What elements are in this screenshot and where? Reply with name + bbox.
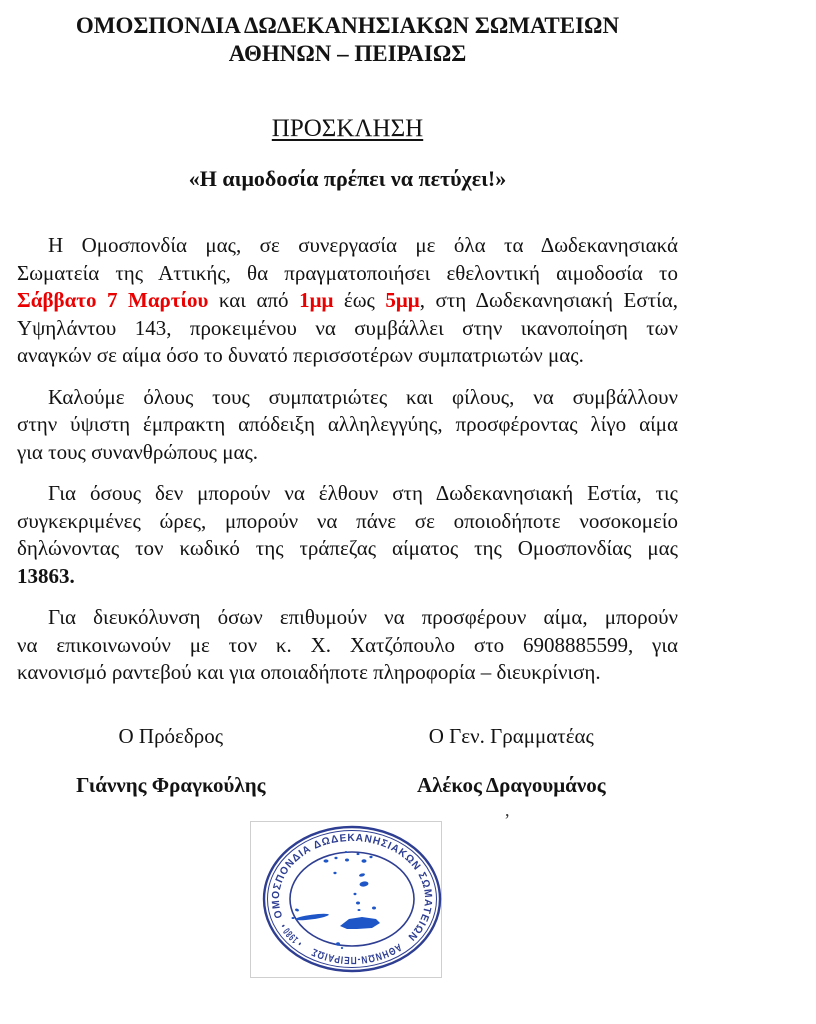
event-date: Σάββατο 7 Μαρτίου [17, 288, 209, 312]
paragraph-line: Υψηλάντου 143, προκειμένου να συμβάλλει στην ικανοποίηση των [17, 315, 678, 340]
paragraph-line: Η Ομοσπονδία μας, σε συνεργασία με όλα τα Δωδεκανησιακά [48, 233, 678, 257]
secretary-role-label: Ο Γεν. Γραμματέας [428, 723, 594, 748]
seal-arc-bottom-text: ΑΘΗΝΩΝ-ΠΕΙΡΑΙΩΣ [307, 940, 404, 967]
blood-bank-code: 13863. [17, 563, 75, 588]
paragraph-line: Σωματεία της Αττικής, θα πραγματοποιήσει εθελοντική αιμοδοσία το [17, 260, 678, 285]
seal-arc-top-text: ΟΜΟΣΠΟΝΔΙΑ ΔΩΔΕΚΑΝΗΣΙΑΚΩΝ ΣΩΜΑΤΕΙΩΝ [269, 831, 435, 944]
paragraph-line: αναγκών σε αίμα όσο το δυνατό περισσοτέρων συμπατριωτών μας. [17, 343, 584, 367]
paragraph-1 [17, 232, 678, 370]
paragraph-line: Για όσους δεν μπορούν να έλθουν στη Δωδεκανησιακή Εστία, τις [48, 481, 678, 505]
letter-body [17, 232, 678, 687]
president-name: Γιάννης Φραγκούλης [76, 772, 266, 797]
paragraph-text: και από [208, 288, 300, 312]
federation-seal [250, 821, 442, 978]
paragraph-line: Καλούμε όλους τους συμπατριώτες και φίλους, να συμβάλλουν [48, 384, 678, 409]
paragraph-line: συγκεκριμένες ώρες, μπορούν να πάνε σε οποιοδήποτε νοσοκομείο [17, 508, 678, 533]
stray-comma-mark: , [505, 800, 510, 820]
letterhead [17, 12, 678, 68]
paragraph-line: να επικοινωνούν με τον κ. Χ. Χατζόπουλο στο 6908885599, για [17, 632, 678, 657]
event-end-time: 5μμ [385, 288, 420, 312]
document-subtitle: «Η αιμοδοσία πρέπει να πετύχει!» [188, 166, 507, 191]
paragraph-2 [17, 384, 678, 467]
letterhead-line2: ΑΘΗΝΩΝ – ΠΕΙΡΑΙΩΣ [228, 41, 467, 66]
event-start-time: 1μμ [299, 288, 334, 312]
president-role-label: Ο Πρόεδρος [118, 723, 224, 748]
seal-stamp-graphic [251, 822, 443, 979]
seal-year-text: • 1980 • [276, 919, 305, 949]
islands-map-icon [292, 851, 381, 949]
signature-roles-row [17, 724, 678, 749]
paragraph-line-highlighted [17, 287, 678, 315]
signature-names-row [17, 773, 678, 798]
paragraph-line: δηλώνοντας τον κωδικό της τράπεζας αίματος της Ομοσπονδίας μας [17, 536, 678, 560]
paragraph-text: έως [333, 288, 386, 312]
paragraph-4 [17, 604, 678, 687]
secretary-name: Αλέκος Δραγουμάνος [416, 772, 606, 797]
paragraph-3 [17, 480, 678, 590]
document-title-text: ΠΡΟΣΚΛΗΣΗ [271, 115, 424, 142]
paragraph-text: , στη Δωδεκανησιακή Εστία, [419, 288, 678, 312]
paragraph-line: Για διευκόλυνση όσων επιθυμούν να προσφέρουν αίμα, μπορούν [48, 605, 678, 629]
paragraph-line: κανονισμό ραντεβού και για οποιαδήποτε πληροφορία – διευκρίνιση. [17, 660, 601, 684]
letterhead-line1: ΟΜΟΣΠΟΝΔΙΑ ΔΩΔΕΚΑΝΗΣΙΑΚΩΝ ΣΩΜΑΤΕΙΩΝ [75, 13, 620, 38]
document-title [17, 115, 678, 142]
paragraph-line: στην ύψιστη έμπρακτη απόδειξη αλληλεγγύης, προσφέροντας λίγο αίμα [17, 412, 678, 436]
paragraph-line: για τους συνανθρώπους μας. [17, 439, 259, 464]
